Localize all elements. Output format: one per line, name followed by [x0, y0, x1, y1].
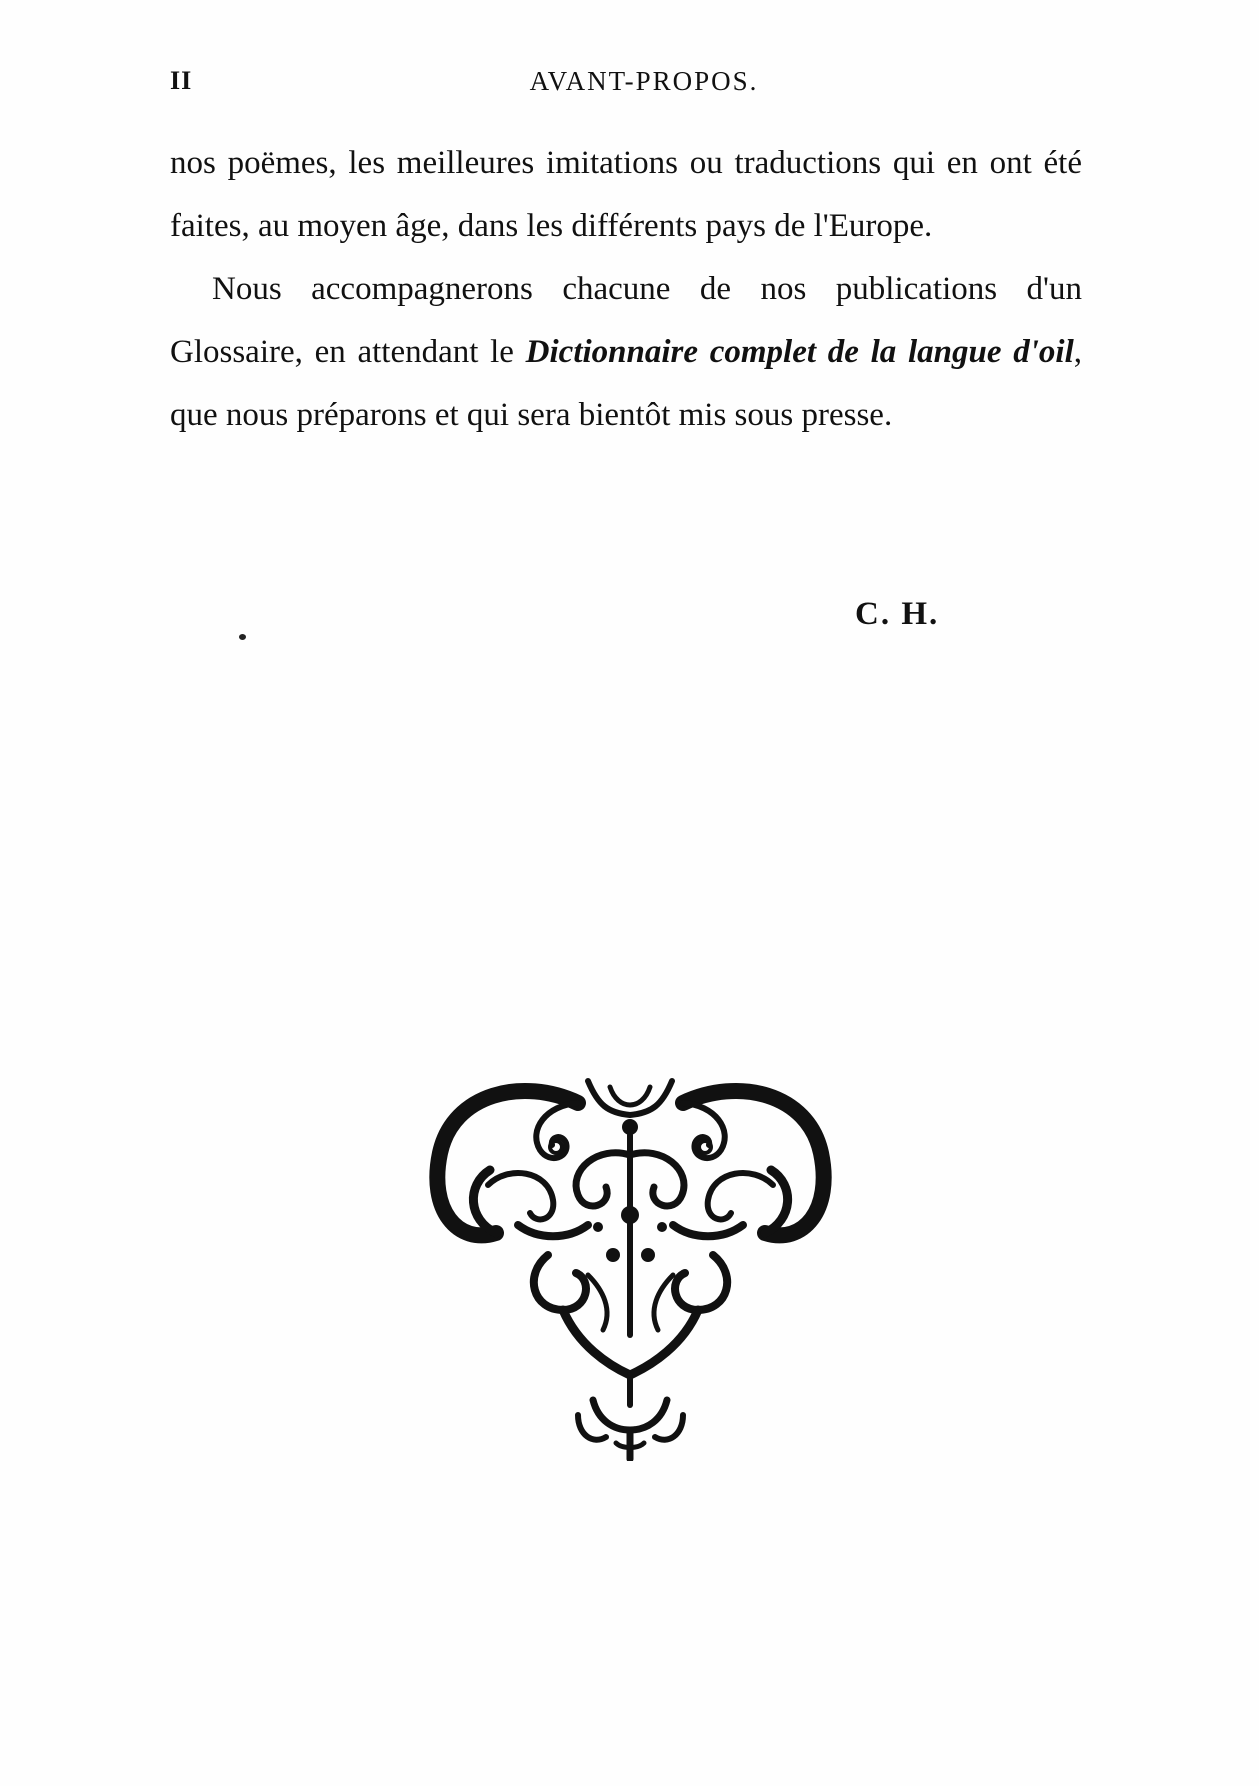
- paragraph-2: [170, 258, 1082, 447]
- body-text: [170, 132, 1082, 447]
- ink-speck: [239, 634, 246, 640]
- paragraph-1: nos poëmes, les meilleures imitations ou traductions qui en ont été faites, au moyen âge, dans les différents pays de l'Europe.: [170, 145, 1082, 244]
- running-head: [170, 66, 1082, 106]
- floral-vignette-icon: [428, 1075, 833, 1461]
- paragraph-2-end: , que nous préparons et qui sera bientôt mis sous presse.: [170, 334, 1082, 433]
- dictionary-title: Dictionnaire complet de la langue d'oil: [525, 334, 1074, 370]
- running-title: AVANT-PROPOS.: [529, 66, 759, 96]
- paragraph-2-start: Nous accompagnerons chacune de nos publications d'un Glossaire, en attendant le: [170, 271, 1082, 370]
- author-initials: C. H.: [855, 596, 940, 632]
- page-number: II: [170, 66, 193, 95]
